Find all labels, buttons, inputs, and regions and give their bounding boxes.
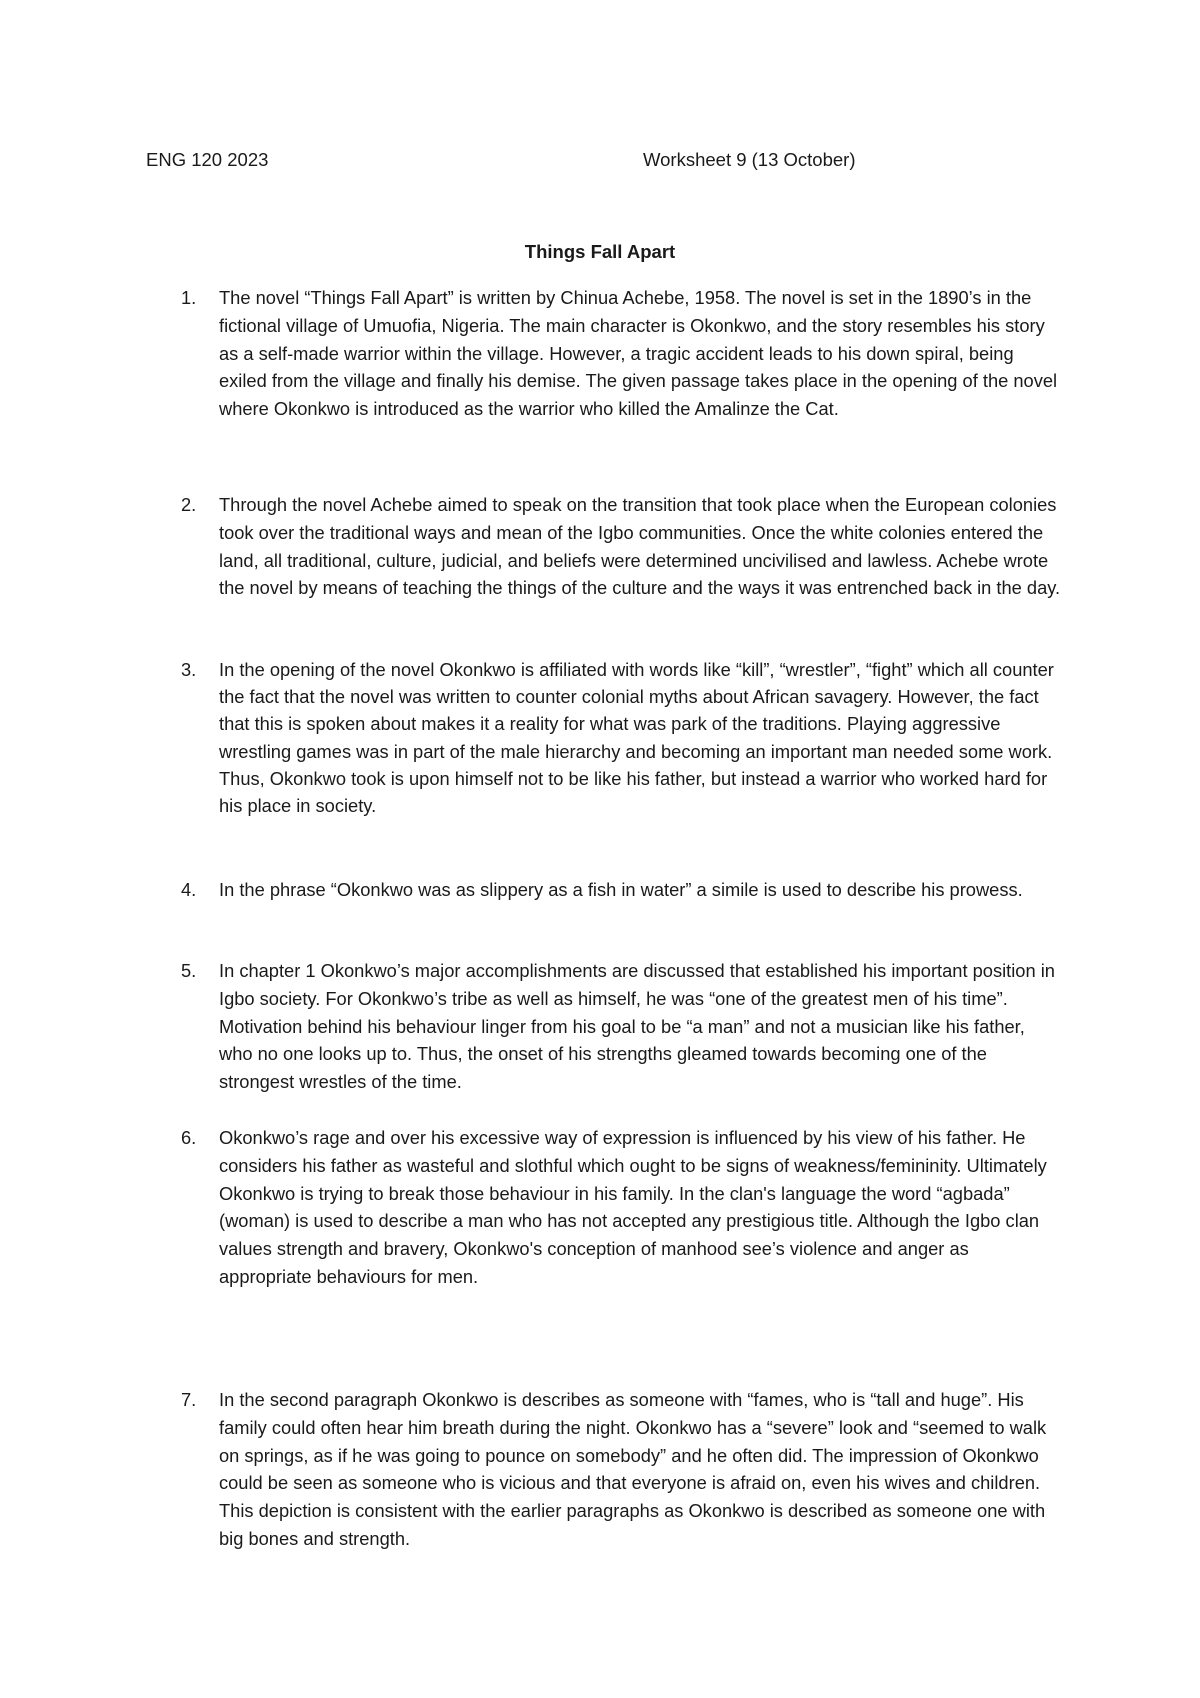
document-title: Things Fall Apart (524, 241, 676, 262)
list-item-text: In the phrase “Okonkwo was as slippery as a fish in water” a simile is used to describe his prowess. (219, 879, 1023, 900)
list-item-number: 6. (181, 1127, 197, 1148)
list-item-number: 7. (181, 1389, 197, 1410)
list-item-text: Okonkwo’s rage and over his excessive way of expression is influenced by his view of his father. He considers his father as wasteful and slothful which ought to be signs of weakness/femininity. Ultimately Okonkwo is trying to break those behaviour in his family. In the clan's language the word “agbada” (woman) is used to describe a man who has not accepted any prestigious title. Although the Igbo clan values strength and bravery, Okonkwo's conception of manhood see’s violence and anger as appropriate behaviours for men. (219, 1127, 1047, 1287)
list-item (181, 284, 1061, 423)
list-item (181, 1124, 1061, 1291)
list-item-number: 2. (181, 494, 197, 515)
list-item-text: Through the novel Achebe aimed to speak on the transition that took place when the European colonies took over the traditional ways and mean of the Igbo communities. Once the white colonies entered the land, all traditional, culture, judicial, and beliefs were determined uncivilised and lawless. Achebe wrote the novel by means of teaching the things of the culture and the ways it was entrenched back in the day. (219, 494, 1061, 599)
list-item-number: 3. (181, 659, 197, 680)
list-item-text: The novel “Things Fall Apart” is written by Chinua Achebe, 1958. The novel is set in the 1890’s in the fictional village of Umuofia, Nigeria. The main character is Okonkwo, and the story resembles his story as a self-made warrior within the village. However, a tragic accident leads to his down spiral, being exiled from the village and finally his demise. The given passage takes place in the opening of the novel where Okonkwo is introduced as the warrior who killed the Amalinze the Cat. (219, 287, 1058, 420)
list-item (181, 957, 1061, 1096)
list-item-text: In the opening of the novel Okonkwo is affiliated with words like “kill”, “wrestler”, “fight” which all counter the fact that the novel was written to counter colonial myths about African savagery. However, the fact that this is spoken about makes it a reality for what was park of the traditions. Playing aggressive wrestling games was in part of the male hierarchy and becoming an important man needed some work. Thus, Okonkwo took is upon himself not to be like his father, but instead a warrior who worked hard for his place in society. (219, 659, 1054, 817)
list-item-number: 1. (181, 287, 197, 308)
list-item (181, 491, 1061, 602)
list-item (181, 1386, 1061, 1553)
list-item-text: In chapter 1 Okonkwo’s major accomplishments are discussed that established his important position in Igbo society. For Okonkwo’s tribe as well as himself, he was “one of the greatest men of his time”. Motivation behind his behaviour linger from his goal to be “a man” and not a musician like his father, who no one looks up to. Thus, the onset of his strengths gleamed towards becoming one of the strongest wrestles of the time. (219, 960, 1055, 1093)
course-code: ENG 120 2023 (146, 149, 269, 170)
worksheet-label: Worksheet 9 (13 October) (643, 149, 856, 170)
list-item (181, 656, 1061, 819)
list-item-number: 4. (181, 879, 197, 900)
list-item-text: In the second paragraph Okonkwo is describes as someone with “fames, who is “tall and huge”. His family could often hear him breath during the night. Okonkwo has a “severe” look and “seemed to walk on springs, as if he was going to pounce on somebody” and he often did. The impression of Okonkwo could be seen as someone who is vicious and that everyone is afraid on, even his wives and children. This depiction is consistent with the earlier paragraphs as Okonkwo is described as someone one with big bones and strength. (219, 1389, 1047, 1549)
list-item-number: 5. (181, 960, 197, 981)
list-item (181, 876, 1061, 904)
